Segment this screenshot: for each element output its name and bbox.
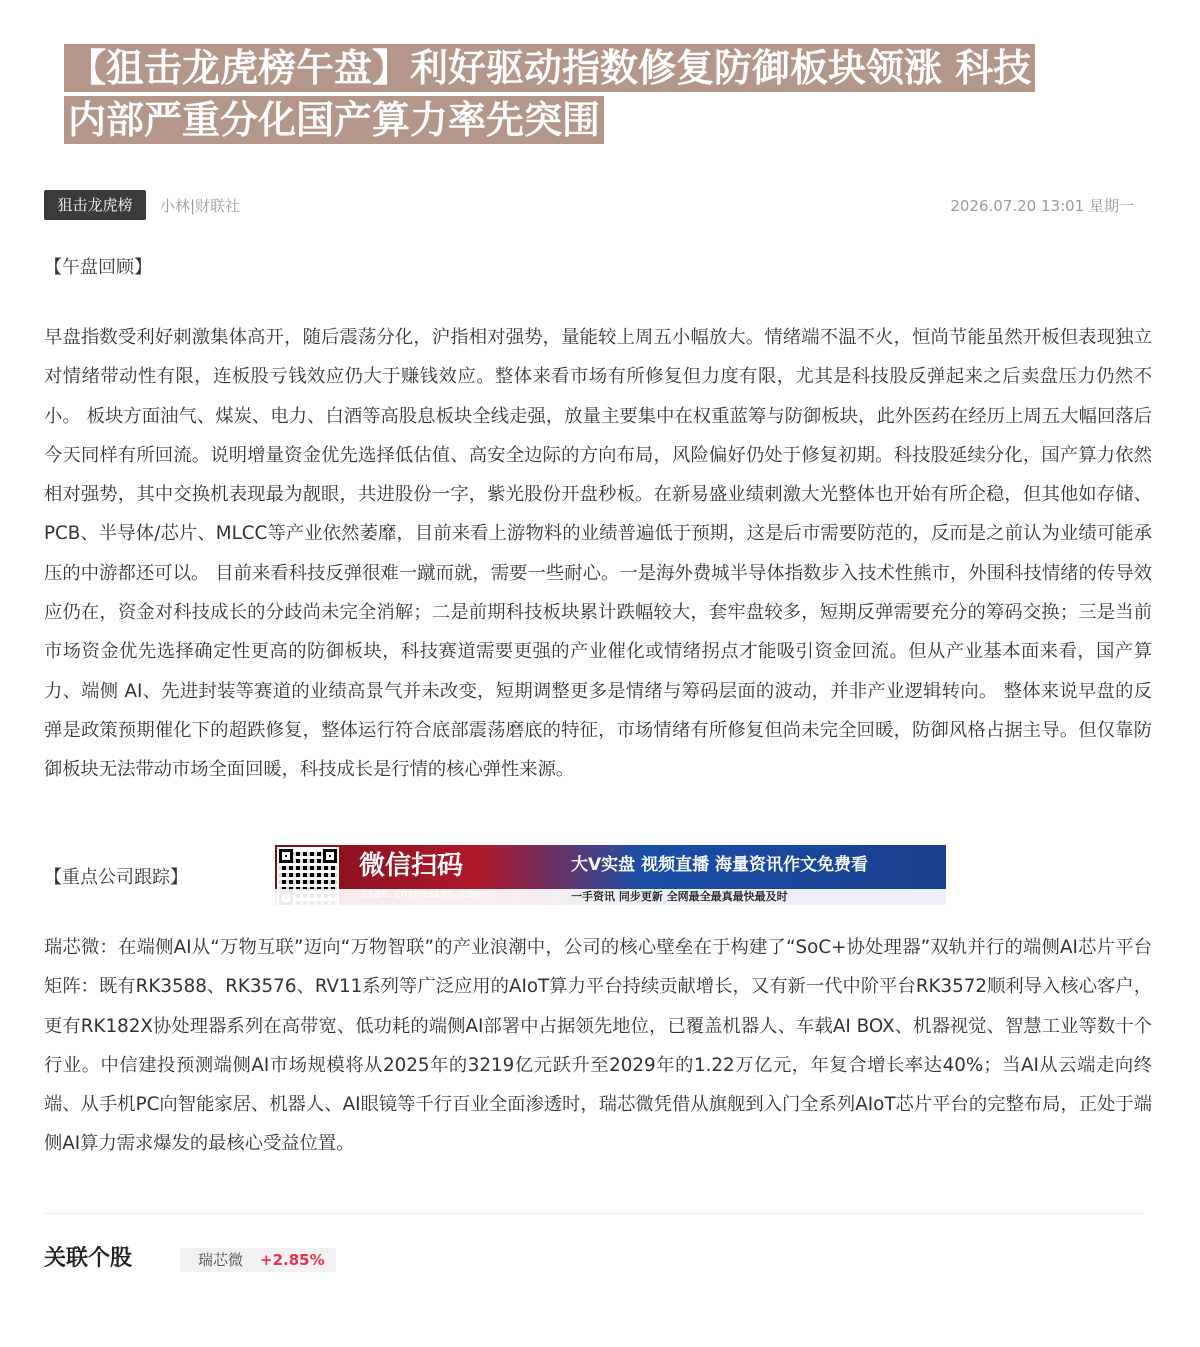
related-stocks-title: 关联个股	[44, 1246, 133, 1271]
company-paragraph: 瑞芯微：在端侧AI从“万物互联”迈向“万物智联”的产业浪潮中，公司的核心壁垒在于构建了“SoC+协处理器”双轨并行的端侧AI芯片平台矩阵：既有RK3588、RK3576、RV11系列等广泛应用的AIoT算力平台持续贡献增长，又有新一代中阶平台RK3572顺利导入核心客户，更有RK182X协处理器系列在高带宽、低功耗的端侧AI部署中占据领先地位，已覆盖机器人、车载AI BOX、机器视觉、智慧工业等数十个行业。中信建投预测端侧AI市场规模将从2025年的3219亿元跃升至2029年的1.22万亿元，年复合增长率达40%；当AI从云端走向终端、从手机PC向智能家居、机器人、AI眼镜等千行百业全面渗透时，瑞芯微凭借从旗舰到入门全系列AIoT芯片平台的完整布局，正处于端侧AI算力需求爆发的最核心受益位置。	[44, 937, 1152, 1155]
banner-slogan: 大V实盘 视频直播 海量资讯作文免费看	[571, 855, 868, 875]
wechat-scan-banner-ad[interactable]	[275, 845, 946, 905]
author-source: 小林|财联社	[160, 197, 241, 215]
section-label-focus: 【重点公司跟踪】	[44, 867, 188, 888]
article-meta	[44, 190, 1144, 222]
headline-line-2: 内部严重分化国产算力率先突围	[64, 96, 604, 144]
review-paragraph: 早盘指数受利好刺激集体高开，随后震荡分化，沪指相对强势，量能较上周五小幅放大。情绪端不温不火，恒尚节能虽然开板但表现独立对情绪带动性有限，连板股亏钱效应仍大于赚钱效应。整体来看市场有所修复但力度有限，尤其是科技股反弹起来之后卖盘压力仍然不小。 板块方面油气、煤炭、电力、白酒等高股息板块全线走强，放量主要集中在权重蓝筹与防御板块，此外医药在经历上周五大幅回落后今天同样有所回流。说明增量资金优先选择低估值、高安全边际的方向布局，风险偏好仍处于修复初期。科技股延续分化，国产算力依然相对强势，其中交换机表现最为靓眼，共进股份一字，紫光股份开盘秒板。在新易盛业绩刺激大光整体也开始有所企稳，但其他如存储、PCB、半导体/芯片、MLCC等产业依然萎靡，目前来看上游物料的业绩普遍低于预期，这是后市需要防范的，反而是之前认为业绩可能承压的中游都还可以。 目前来看科技反弹很难一蹴而就，需要一些耐心。一是海外费城半导体指数步入技术性熊市，外围科技情绪的传导效应仍在，资金对科技成长的分歧尚未完全消解；二是前期科技板块累计跌幅较大，套牢盘较多，短期反弹需要充分的筹码交换；三是当前市场资金优先选择确定性更高的防御板块，科技赛道需要更强的产业催化或情绪拐点才能吸引资金回流。但从产业基本面来看，国产算力、端侧 AI、先进封装等赛道的业绩高景气并未改变，短期调整更多是情绪与筹码层面的波动，并非产业逻辑转向。 整体来说早盘的反弹是政策预期催化下的超跌修复，整体运行符合底部震荡磨底的特征，市场情绪有所修复但尚未完全回暖，防御风格占据主导。但仅靠防御板块无法带动市场全面回暖，科技成长是行情的核心弹性来源。	[44, 327, 1152, 781]
stock-change: +2.85%	[260, 1251, 325, 1269]
column-tag[interactable]: 狙击龙虎榜	[44, 190, 146, 220]
section-label-review: 【午盘回顾】	[44, 257, 152, 278]
banner-sub-text: 一手资讯 同步更新 全网最全最真最快最及时	[571, 890, 788, 903]
stock-name: 瑞芯微	[198, 1251, 244, 1269]
related-stock-chip[interactable]	[180, 1248, 336, 1272]
headline-line-1: 【狙击龙虎榜午盘】利好驱动指数修复防御板块领涨 科技	[64, 44, 1035, 92]
publish-datetime: 2026.07.20 13:01 星期一	[950, 197, 1134, 215]
divider	[44, 1213, 1144, 1214]
banner-title: 微信扫码	[359, 851, 464, 881]
article-headline	[64, 44, 1134, 148]
